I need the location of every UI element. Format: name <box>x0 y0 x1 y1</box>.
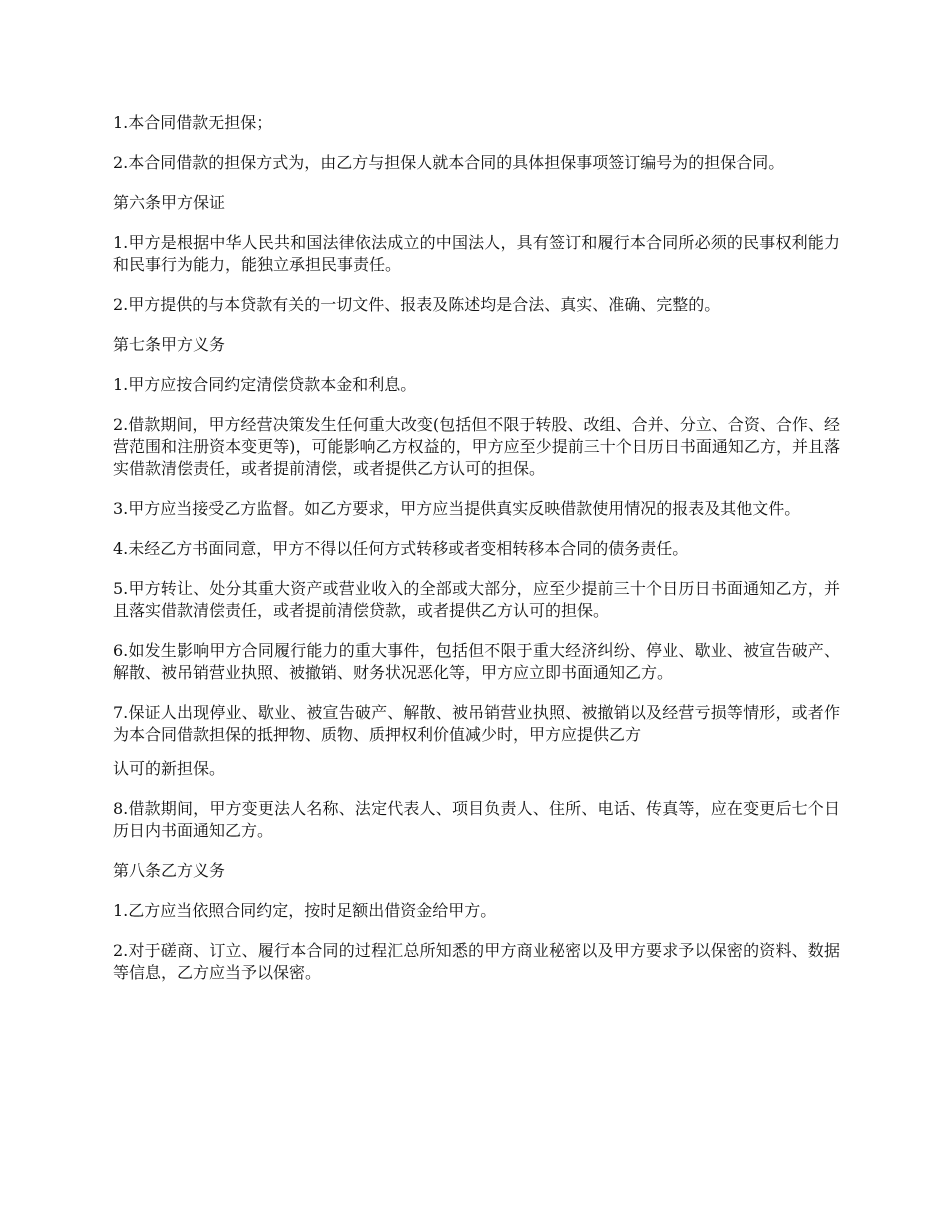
heading-article-6: 第六条甲方保证 <box>113 193 226 212</box>
document-body <box>113 112 840 1002</box>
paragraph-info-change-notice: 8.借款期间，甲方变更法人名称、法定代表人、项目负责人、住所、电话、传真等，应在变更后七个日历日内书面通知乙方。 <box>113 799 840 840</box>
paragraph-guarantor-issues: 7.保证人出现停业、歇业、被宣告破产、解散、被吊销营业执照、被撤销以及经营亏损等情形，或者作为本合同借款担保的抵押物、质物、质押权利价值减少时，甲方应提供乙方 <box>113 703 840 744</box>
paragraph-accept-supervision: 3.甲方应当接受乙方监督。如乙方要求，甲方应当提供真实反映借款使用情况的报表及其他文件。 <box>113 499 801 518</box>
paragraph-guarantor-issues-continued: 认可的新担保。 <box>113 759 226 778</box>
paragraph-no-debt-transfer: 4.未经乙方书面同意，甲方不得以任何方式转移或者变相转移本合同的债务责任。 <box>113 539 689 558</box>
paragraph-guarantee-method: 2.本合同借款的担保方式为，由乙方与担保人就本合同的具体担保事项签订编号为的担保合同。 <box>113 153 785 172</box>
paragraph-lend-funds: 1.乙方应当依照合同约定，按时足额出借资金给甲方。 <box>113 901 497 920</box>
paragraph-major-events: 6.如发生影响甲方合同履行能力的重大事件，包括但不限于重大经济纠纷、停业、歇业、被宣告破产、解散、被吊销营业执照、被撤销、财务状况恶化等，甲方应立即书面通知乙方。 <box>113 641 840 682</box>
heading-article-7: 第七条甲方义务 <box>113 335 226 354</box>
paragraph-major-change-notice: 2.借款期间，甲方经营决策发生任何重大改变(包括但不限于转股、改组、合并、分立、合资、合作、经营范围和注册资本变更等)，可能影响乙方权益的，甲方应至少提前三十个日历日书面通知乙方，并且落实借款清偿责任，或者提前清偿，或者提供乙方认可的担保。 <box>113 415 840 478</box>
paragraph-party-a-documents: 2.甲方提供的与本贷款有关的一切文件、报表及陈述均是合法、真实、准确、完整的。 <box>113 295 721 314</box>
heading-article-8: 第八条乙方义务 <box>113 861 226 880</box>
paragraph-party-a-legal-status: 1.甲方是根据中华人民共和国法律依法成立的中国法人，具有签订和履行本合同所必须的民事权利能力和民事行为能力，能独立承担民事责任。 <box>113 233 840 274</box>
paragraph-no-guarantee: 1.本合同借款无担保； <box>113 113 273 132</box>
paragraph-repay-principal: 1.甲方应按合同约定清偿贷款本金和利息。 <box>113 375 417 394</box>
paragraph-confidentiality: 2.对于磋商、订立、履行本合同的过程汇总所知悉的甲方商业秘密以及甲方要求予以保密的资料、数据等信息，乙方应当予以保密。 <box>113 941 840 982</box>
paragraph-asset-transfer: 5.甲方转让、处分其重大资产或营业收入的全部或大部分，应至少提前三十个日历日书面通知乙方，并且落实借款清偿责任，或者提前清偿贷款，或者提供乙方认可的担保。 <box>113 579 840 620</box>
